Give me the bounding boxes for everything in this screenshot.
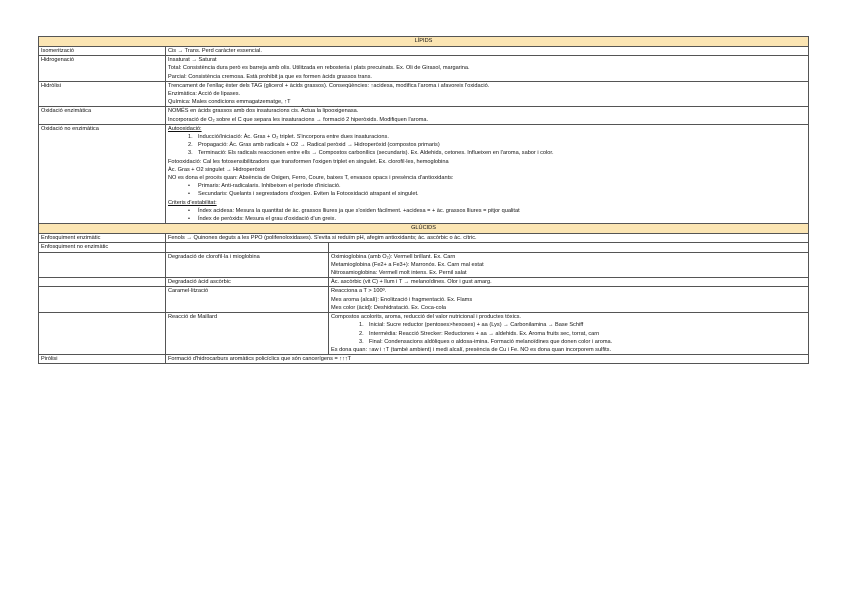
bullet-item: • Índex de peròxids: Mesura el grau d'oxidació d'un greix. [188, 216, 337, 223]
text-line: Es dona quan: ↑aw i ↑T (també ambient) i medi alcalí, presència de Cu i Fe. NO es dona quan incorporem sulfits. [331, 346, 612, 353]
table-row [39, 234, 809, 243]
row-content [166, 107, 809, 124]
numbered-item: 3. Terminació: Els radicals reaccionen entre ells → Compostos carbonílics (secundaris). Ex. Aldehids, cetones. Influeixen en l'aroma, sabor i color. [188, 150, 554, 157]
row-content [166, 56, 809, 82]
numbered-item: 3. Final: Condensacions aldòliques o aldosa-imina. Formació melanoïdines que donen color i aroma. [359, 338, 613, 345]
row-content [329, 252, 809, 278]
empty-cell [329, 243, 809, 252]
table-row [39, 278, 809, 287]
text-line: Enzimàtica: Acció de lipases. [168, 91, 241, 98]
row-label: Enfosquiment enzimàtic [39, 234, 166, 243]
section-header-glucids [39, 224, 809, 234]
text-line: Química: Males condicions emmagatzematge, ↑T [168, 99, 291, 106]
bullet-icon: • [188, 183, 190, 190]
row-label: Hidrogenació [39, 56, 166, 82]
row-content: Formació d'hidrocarburs aromàtics policíclics que són cancerígens = ↑↑↑T [166, 355, 809, 364]
subheading-autooxidacio: Autooxidació: [168, 125, 202, 132]
subheading-criteris: Criteris d'estabilitat: [168, 199, 217, 206]
row-label: Isomerització [39, 47, 166, 56]
bullet-item: • Secundaris: Quelants i segrestadors d'oxigen. Eviten la Fotooxidació atrapant el singulet. [188, 191, 419, 198]
row-content [166, 81, 809, 107]
row-label: Piròlisi [39, 355, 166, 364]
table-row [39, 124, 809, 223]
text-line: Incorporació de O₂ sobre el C que separa les insaturacions → formació 2 hiperòxids. Modifiquen l'aroma. [168, 116, 429, 123]
row-label: Oxidació enzimàtica [39, 107, 166, 124]
bullet-icon: • [188, 191, 190, 198]
notes-table [38, 36, 809, 364]
row-content: Fenols → Quinones deguts a les PPO (polifenoloxidases). S'evita si reduïm pH, afegim antioxidants; àc. ascòrbic o àc. cítric. [166, 234, 809, 243]
table-row [39, 313, 809, 355]
table-row [39, 107, 809, 124]
row-content [329, 313, 809, 355]
text-line: Parcial: Consistència cremosa. Està prohibit ja que es formen àcids grassos trans. [168, 73, 372, 80]
text-line: Mes color (àcid): Deshidratació. Ex. Coca-cola [331, 304, 447, 311]
bullet-icon: • [188, 207, 190, 214]
text-line: NOMÉS en àcids grassos amb dos insaturacions cis. Actua la lipooxigenasa. [168, 108, 359, 115]
row-content [166, 124, 809, 223]
empty-cell [39, 313, 166, 355]
notes-sheet [38, 36, 809, 364]
empty-cell [39, 252, 166, 278]
text-line: NO es dona el procés quan: Absència de Oxigen, Ferro, Coure, baixes T, envasos opacs i presència d'antioxidants: [168, 175, 454, 182]
numbered-item: 1. Inducció/Iniciació: Àc. Gras + O₂ triplet. S'incorpora entre dues insaturacions. [188, 134, 389, 141]
row-sublabel: Reacció de Maillard [166, 313, 329, 355]
row-label: Oxidació no enzimàtica [39, 124, 166, 223]
table-row [39, 81, 809, 107]
text-line: Fotooxidació: Cal les fotosensibilitzadors que transformen l'oxigen triplet en singulet. Ex. clorofil·les, hemoglobina [168, 158, 449, 165]
table-row [39, 47, 809, 56]
text-line: Mes aroma (alcalí): Enolització i fragmentació. Ex. Flams [331, 296, 473, 303]
text-line: Total: Consistència dura però es barreja amb olis. Utilitzada en rebosteria i plats precuinats. Ex. Oli de Girasol, margarina. [168, 65, 470, 72]
text-line: Nitrosamioglobina: Vermell molt intens. Ex. Pernil salat [331, 270, 467, 277]
text-line: Àc. Gras + O2 singulet → Hidroperòxid [168, 166, 265, 173]
table-row [39, 252, 809, 278]
row-sublabel: Degradació de clorofil·la i mioglobina [166, 252, 329, 278]
text-line: Compostos acolorits, aroma, reducció del valor nutricional i productes tòxics. [331, 314, 521, 321]
text-line: Oximioglobina (amb O₂): Vermell brillant. Ex. Carn [331, 253, 456, 260]
section-header-lipids [39, 37, 809, 47]
section-title: GLÚCIDS [39, 224, 809, 234]
text-line: Insaturat → Saturat [168, 57, 217, 64]
numbered-item: 2. Intermèdia: Reacció Strecker: Reductones + aa → aldehids. Ex. Aroma fruits sec, torrat, carn [359, 330, 600, 337]
table-row [39, 355, 809, 364]
row-sublabel: Degradació àcid ascòrbic [166, 278, 329, 287]
bullet-item: • Primaris: Anti-radicalaris. Inhibeixen el període d'iniciació. [188, 183, 341, 190]
table-row [39, 287, 809, 313]
row-label: Enfosquiment no enzimàtic [39, 243, 166, 252]
row-content: Cis → Trans. Perd caràcter essencial. [166, 47, 809, 56]
text-line: Trencament de l'enllaç èster dels TAG (glicerol + àcids grassos). Conseqüències: ↑acidesa, modifica l'aroma i afavoreix l'oxidació. [168, 82, 490, 89]
bullet-item: • Índex acidesa: Mesura la quantitat de àc. grassos lliures ja que s'oxiden fàcilment. +acidesa = + àc. grassos lliures = pitjor qualitat [188, 207, 520, 214]
row-content: Àc. ascòrbic (vit C) + llum i T → melanoïdines. Olor i gust amarg. [329, 278, 809, 287]
empty-cell [39, 287, 166, 313]
empty-cell [166, 243, 329, 252]
table-row [39, 56, 809, 82]
empty-cell [39, 278, 166, 287]
row-content [329, 287, 809, 313]
bullet-icon: • [188, 216, 190, 223]
numbered-item: 1. Inicial: Sucre reductor (pentoses>hexoses) + aa (Lys) → Carbonilamina → Base Schiff [359, 322, 584, 329]
numbered-item: 2. Propagació: Àc. Gras amb radicals + O2 → Radical peròxid → Hidroperòxid (compostos primaris) [188, 142, 440, 149]
section-title: LÍPIDS [39, 37, 809, 47]
text-line: Metamioglobina (Fe2+ a Fe3+): Marronós. Ex. Carn mal estat [331, 261, 484, 268]
row-sublabel: Caramel·lització [166, 287, 329, 313]
row-label: Hidròlisi [39, 81, 166, 107]
text-line: Reacciona a T > 100º. [331, 288, 387, 295]
table-row [39, 243, 809, 252]
